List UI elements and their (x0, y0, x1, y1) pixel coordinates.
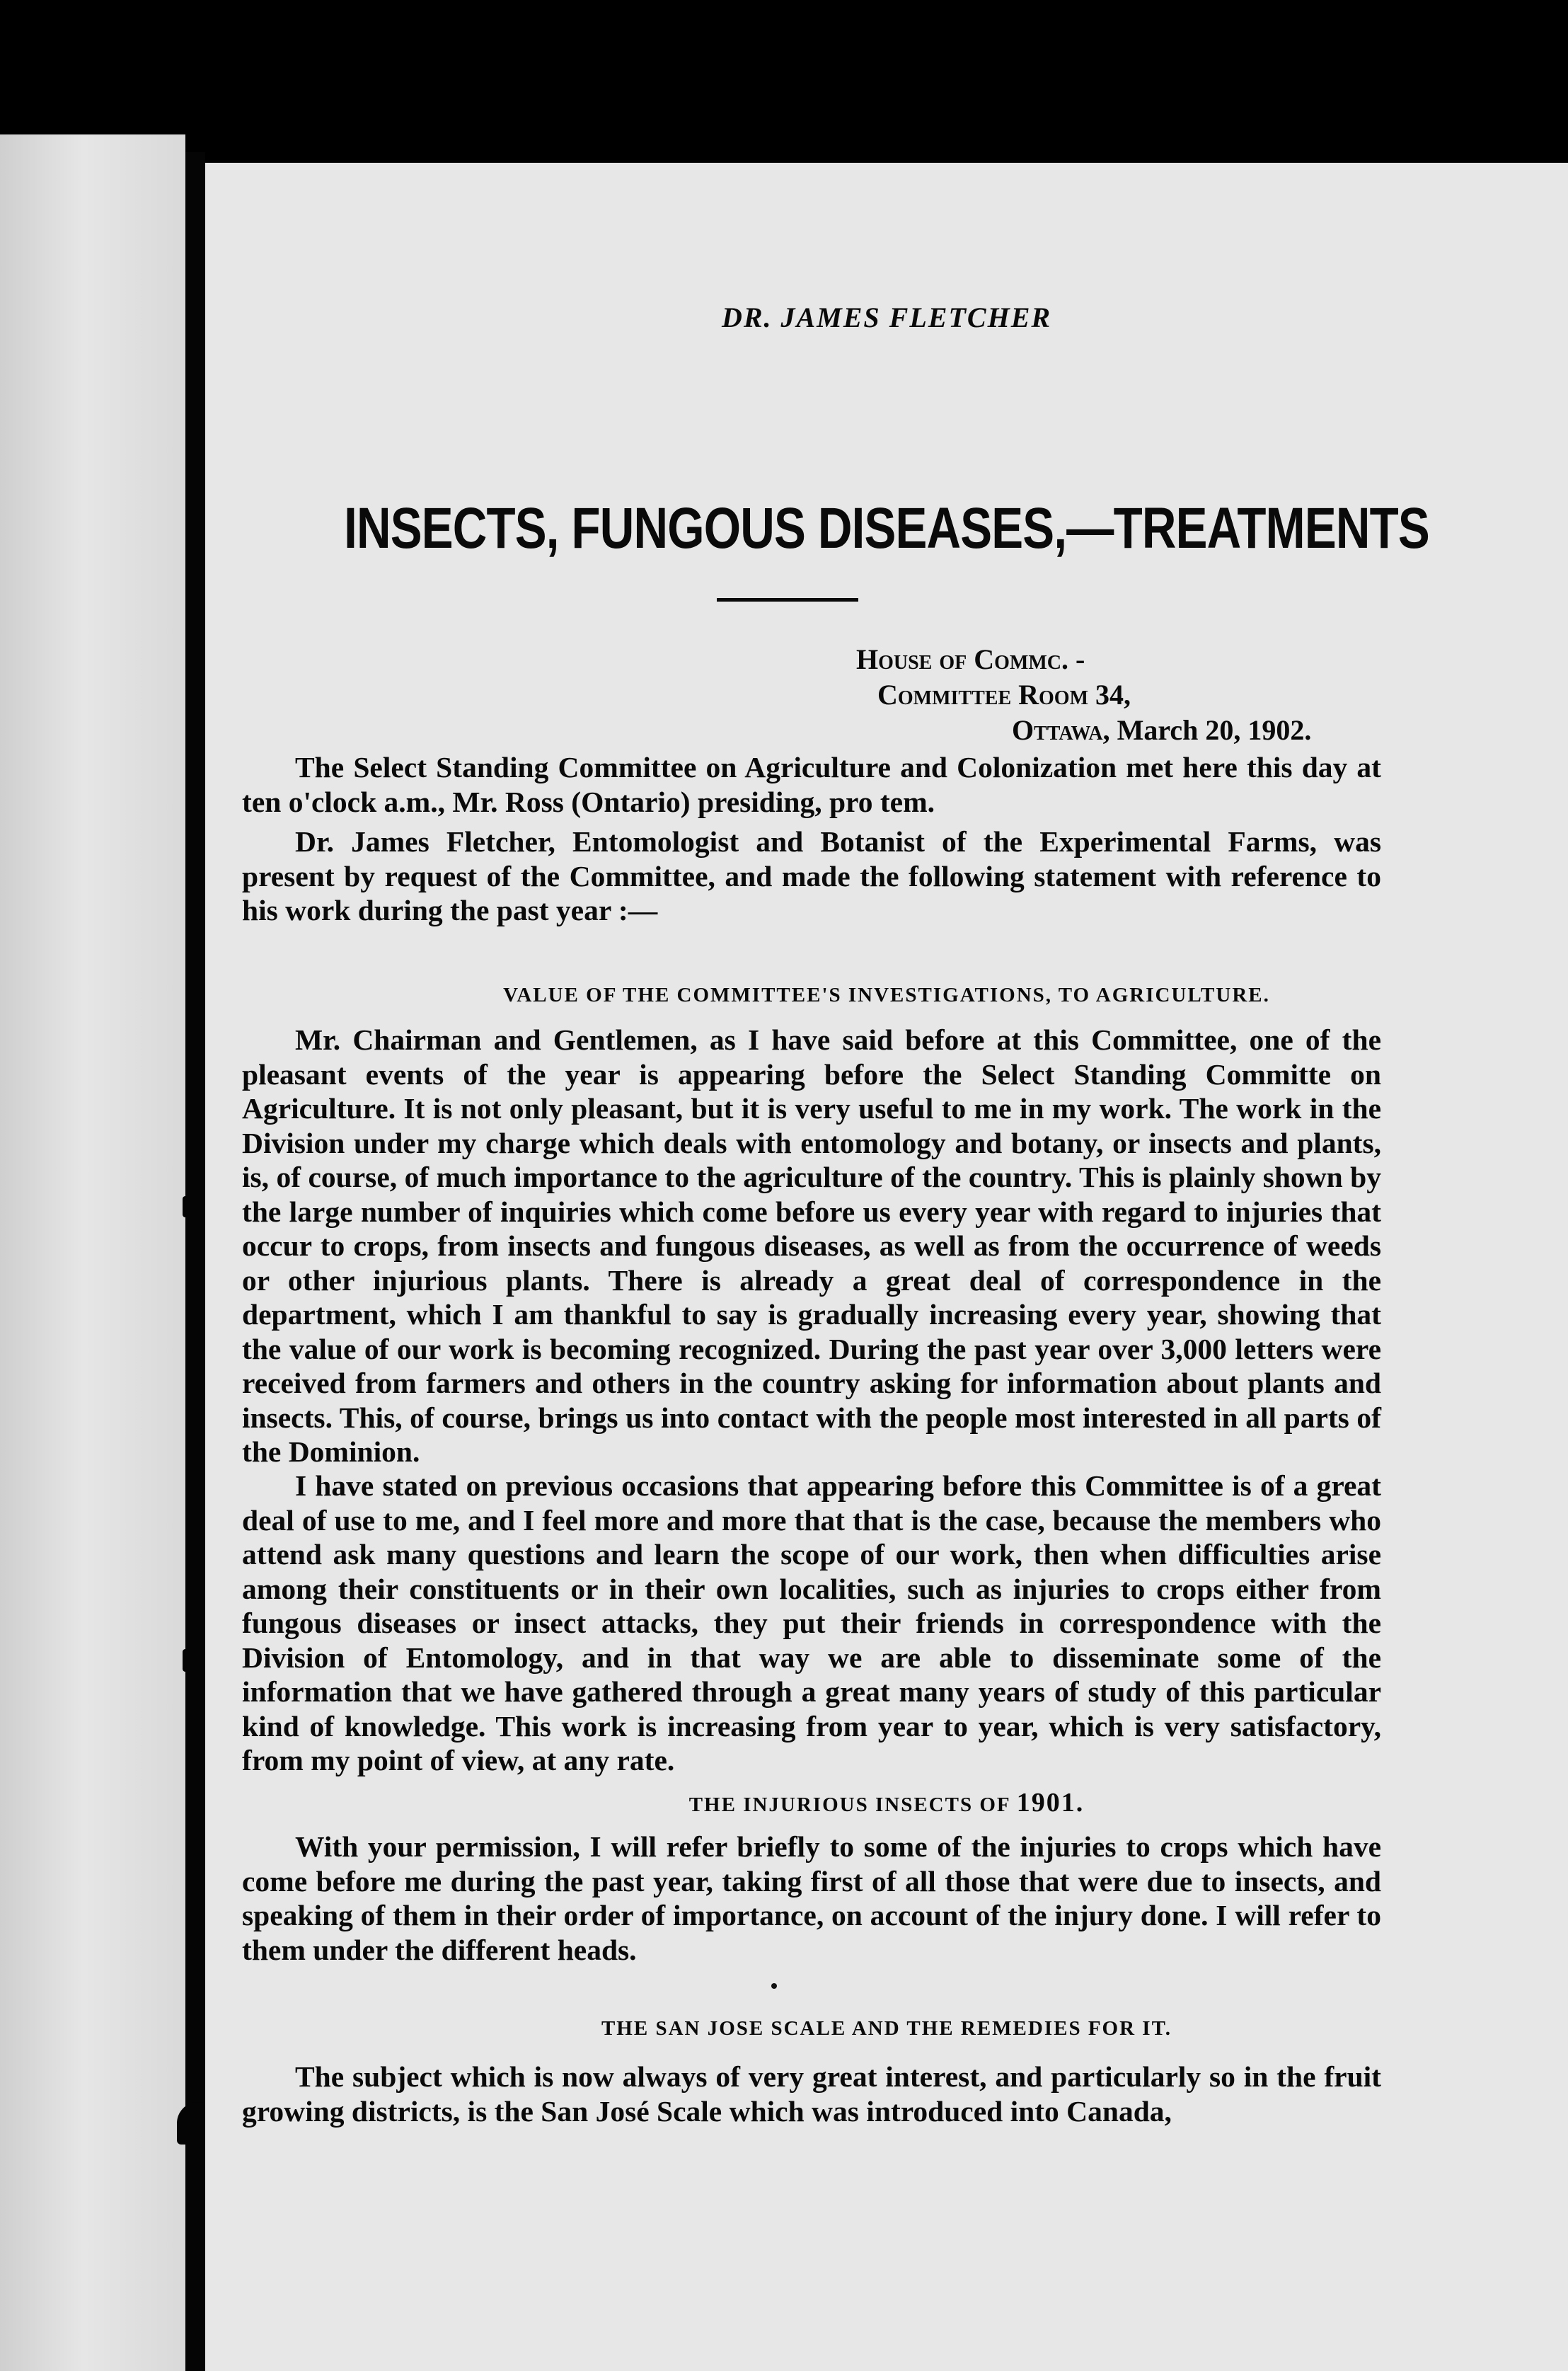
body-paragraph: With your permission, I will refer briefly to some of the injuries to crops which have come before me during the past year, taking first of all those that were due to insects, and speaking of them in their order of importance, on account of the injury done. I will refer to them under the different heads. (242, 1830, 1381, 1966)
dateline-date: March 20, 1902. (1117, 714, 1312, 746)
printer-dot (771, 1983, 777, 1989)
intro-paragraph: Dr. James Fletcher, Entomologist and Botanist of the Experimental Farms, was present by request of the Committee, and made the following statement with reference to his work during the past year :— (242, 825, 1381, 926)
running-head: DR. JAMES FLETCHER (721, 302, 1052, 333)
page-title: INSECTS, FUNGOUS DISEASES,—TREATMENTS (344, 496, 1429, 561)
section-heading-san-jose: THE SAN JOSE SCALE AND THE REMEDIES FOR IT. (601, 2017, 1172, 2040)
binding-mark (183, 1196, 207, 1217)
section-heading-value: VALUE OF THE COMMITTEE'S INVESTIGATIONS, TO AGRICULTURE. (503, 984, 1270, 1006)
dateline-house: House of Commc. - (856, 643, 1085, 675)
left-margin-paper (0, 134, 185, 2371)
body-paragraph: Mr. Chairman and Gentlemen, as I have said before at this Committee, one of the pleasant events of the year is appearing before the Select Standing Committe on Agriculture. It is not only pleasant, but it is very useful to me in my work. The work in the Division under my charge which deals with entomology and botany, or insects and plants, is, of course, of much importance to the agriculture of the country. This is plainly shown by the large number of inquiries which come before us every year with regard to injuries that occur to crops, from insects and fungous diseases, as well as from the occurrence of weeds or other injurious plants. There is already a great deal of correspondence in the department, which I am thankful to say is gradually increasing every year, showing that the value of our work is becoming recognized. During the past year over 3,000 letters were received from farmers and others in the country asking for information about plants and insects. This, of course, brings us into contact with the people most interested in all parts of the Dominion. (242, 1023, 1381, 1468)
document-page (205, 163, 1568, 2371)
section-heading-year: 1901. (1016, 1788, 1085, 1818)
dateline-place-date (1012, 713, 1568, 747)
section-heading-injurious-insects (205, 1787, 1568, 1818)
title-rule (717, 598, 858, 602)
binding-mark (183, 1649, 207, 1672)
dateline-room: Committee Room 34, (877, 679, 1131, 711)
body-paragraph: The subject which is now always of very great interest, and particularly so in the fruit growing districts, is the San José Scale which was introduced into Canada, (242, 2060, 1381, 2128)
page-spine-shadow (185, 152, 205, 2371)
section-heading-text: THE INJURIOUS INSECTS OF (688, 1793, 1010, 1816)
intro-paragraph: The Select Standing Committee on Agriculture and Colonization met here this day at ten o'clock a.m., Mr. Ross (Ontario) presiding, pro tem. (242, 751, 1381, 818)
dateline-place: Ottawa, (1012, 714, 1110, 746)
body-paragraph: I have stated on previous occasions that appearing before this Committee is of a great deal of use to me, and I feel more and more that that is the case, because the members who attend ask many questions and learn the scope of our work, then when difficulties arise among their constituents or in their own localities, such as injuries to crops either from fungous diseases or insect attacks, they put their friends in correspondence with the Division of Entomology, and in that way we are able to disseminate some of the information that we have gathered through a great many years of study of this particular kind of knowledge. This work is increasing from year to year, which is very satisfactory, from my point of view, at any rate. (242, 1469, 1381, 1776)
